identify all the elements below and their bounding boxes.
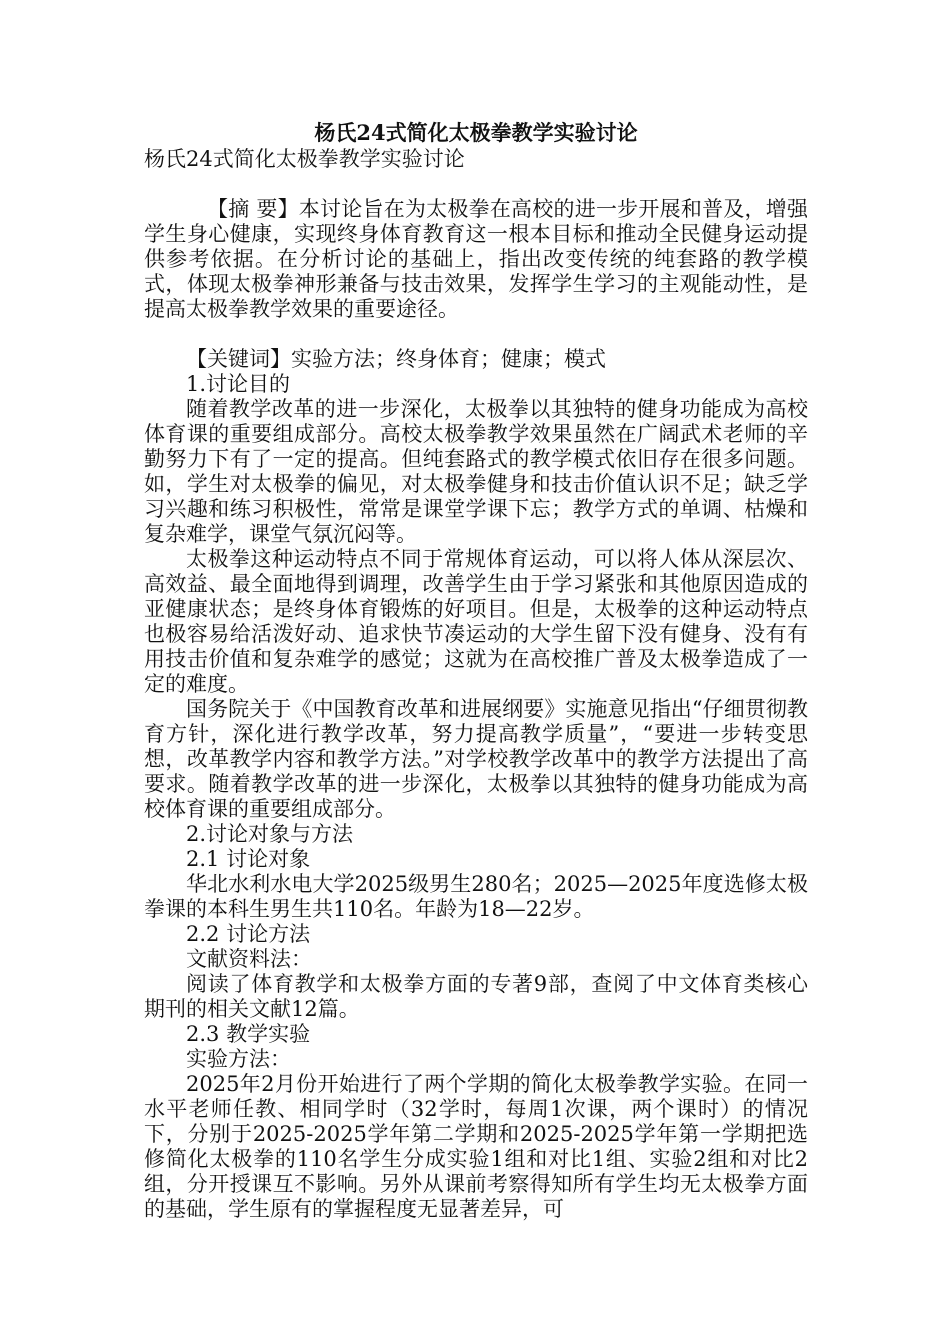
keywords-line: 【关键词】实验方法；终身体育；健康；模式 [186,347,606,371]
section-heading-subjects-methods: 2.讨论对象与方法 [186,822,354,846]
document-subtitle: 杨氏24式简化太极拳教学实验讨论 [144,147,465,171]
section-heading-purpose: 1.讨论目的 [186,372,291,396]
blank-line [144,172,808,197]
subsection-heading-subjects: 2.1 讨论对象 [186,847,311,871]
blank-line [144,322,808,347]
subsection-heading-experiment: 2.3 教学实验 [186,1022,311,1046]
method-label-literature: 文献资料法： [186,947,312,971]
body-paragraph: 随着教学改革的进一步深化，太极拳以其独特的健身功能成为高校体育课的重要组成部分。高校太极拳教学效果虽然在广阔武术老师的辛勤努力下有了一定的提高。但纯套路式的教学模式依旧存在很多问题。如，学生对太极拳的偏见，对太极拳健身和技击价值认识不足；缺乏学习兴趣和练习积极性，常常是课堂学课下忘；教学方式的单调、枯燥和复杂难学，课堂气氛沉闷等。 [144,397,808,546]
method-label-experiment: 实验方法： [186,1047,291,1071]
document-page [144,120,808,1222]
body-paragraph: 2025年2月份开始进行了两个学期的简化太极拳教学实验。在同一水平老师任教、相同学时（32学时，每周1次课，两个课时）的情况下，分别于2025-2025学年第二学期和2025-2025学年第一学期把选修简化太极拳的110名学生分成实验1组和对比1组、实验2组和对比2组，分开授课互不影响。另外从课前考察得知所有学生均无太极拳方面的基础，学生原有的掌握程度无显著差异，可 [144,1072,808,1221]
body-paragraph: 阅读了体育教学和太极拳方面的专著9部，查阅了中文体育类核心期刊的相关文献12篇。 [144,972,808,1021]
body-paragraph: 华北水利水电大学2025级男生280名；2025—2025年度选修太极拳课的本科生男生共110名。年龄为18—22岁。 [144,872,808,921]
abstract-paragraph: 【摘 要】本讨论旨在为太极拳在高校的进一步开展和普及，增强学生身心健康，实现终身体育教育这一根本目标和推动全民健身运动提供参考依据。在分析讨论的基础上，指出改变传统的纯套路的教学模式，体现太极拳神形兼备与技击效果，发挥学生学习的主观能动性，是提高太极拳教学效果的重要途径。 [144,197,808,321]
body-paragraph: 太极拳这种运动特点不同于常规体育运动，可以将人体从深层次、高效益、最全面地得到调理，改善学生由于学习紧张和其他原因造成的亚健康状态；是终身体育锻炼的好项目。但是，太极拳的这种运动特点也极容易给活泼好动、追求快节凑运动的大学生留下没有健身、没有有用技击价值和复杂难学的感觉；这就为在高校推广普及太极拳造成了一定的难度。 [144,547,808,696]
subsection-heading-methods: 2.2 讨论方法 [186,922,311,946]
body-paragraph: 国务院关于《中国教育改革和进展纲要》实施意见指出“仔细贯彻教育方针，深化进行教学改革，努力提高教学质量”，“要进一步转变思想，改革教学内容和教学方法。”对学校教学改革中的教学方法提出了高要求。随着教学改革的进一步深化，太极拳以其独特的健身功能成为高校体育课的重要组成部分。 [144,697,808,821]
document-title: 杨氏24式简化太极拳教学实验讨论 [314,120,638,145]
